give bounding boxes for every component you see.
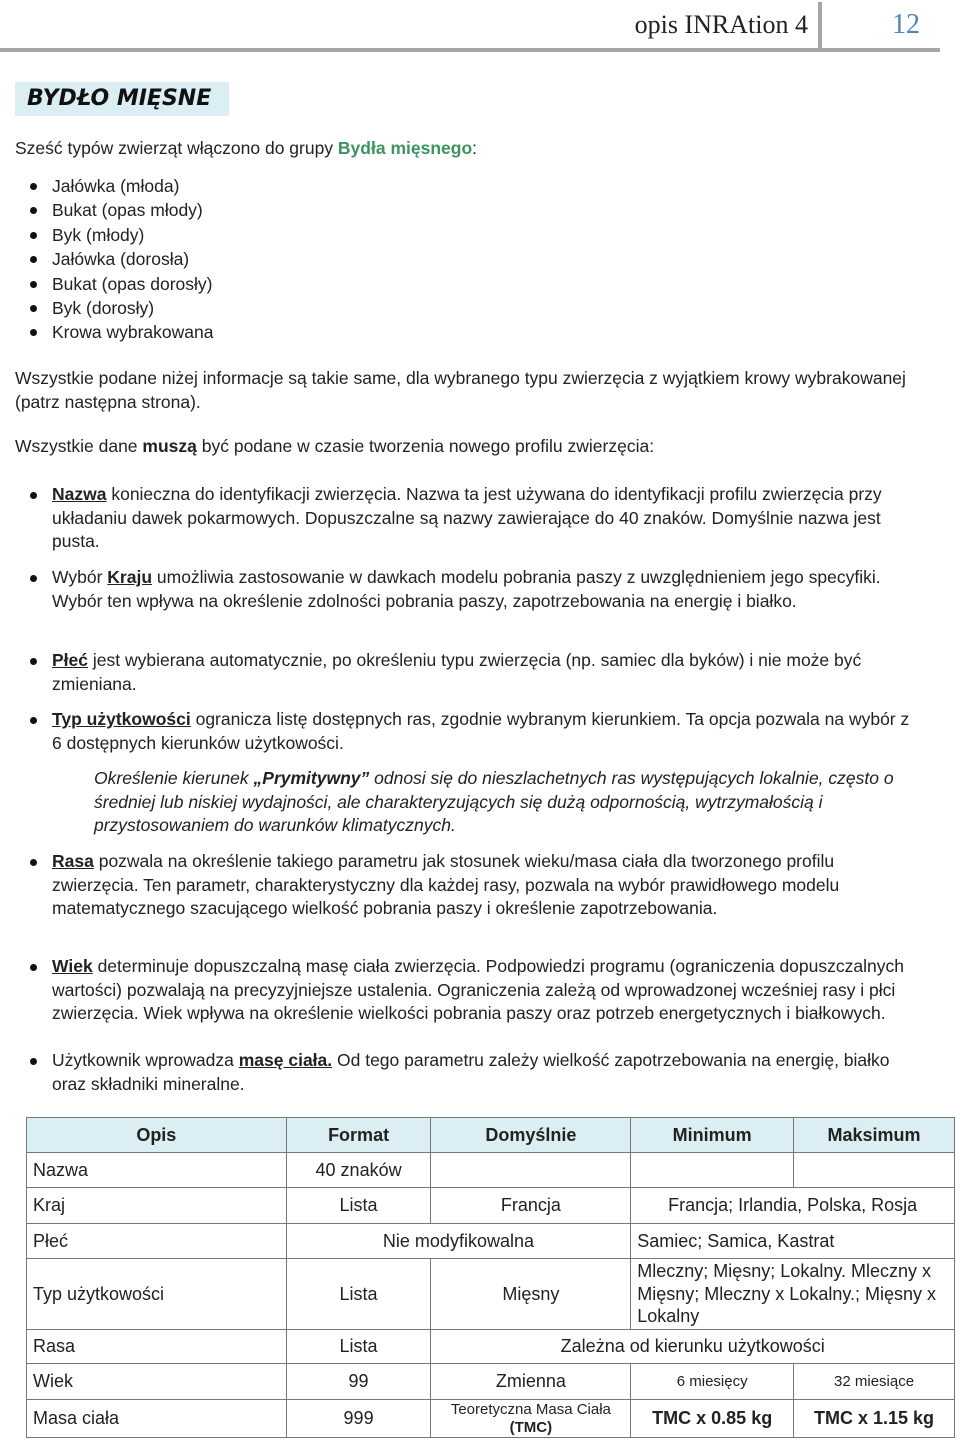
cell: 32 miesiące <box>794 1364 955 1400</box>
cell: Rasa <box>27 1330 287 1364</box>
document-title: opis INRAtion 4 <box>634 10 808 39</box>
cell: Mięsny <box>431 1259 631 1330</box>
term: Wiek <box>52 956 93 976</box>
intro-paragraph <box>15 137 945 161</box>
text: Określenie kierunek <box>94 768 254 788</box>
intro-highlight: Bydła mięsnego <box>337 138 473 158</box>
cell <box>431 1400 631 1438</box>
cell: 6 miesięcy <box>631 1364 794 1400</box>
cell: Mleczny; Mięsny; Lokalny. Mleczny x Mięsny; Mleczny x Lokalny.; Mięsny x Lokalny <box>631 1259 955 1330</box>
table-row <box>27 1224 955 1259</box>
paragraph-same-info: Wszystkie podane niżej informacje są takie same, dla wybranego typu zwierzęcia z wyjątkiem krowy wybrakowanej (patrz następna strona). <box>15 368 906 412</box>
table-row <box>27 1259 955 1330</box>
list-item: Jałówka (młoda) <box>30 174 213 198</box>
cell: Samiec; Samica, Kastrat <box>631 1224 955 1259</box>
cell: Nazwa <box>27 1153 287 1188</box>
bullet-wiek <box>30 955 920 1026</box>
term: Płeć <box>52 650 88 670</box>
bullet-kraj <box>30 566 920 613</box>
text: pozwala na określenie takiego parametru jak stosunek wieku/masa ciała dla tworzonego profilu zwierzęcia. Ten parametr, charakterystyczny dla każdej rasy, pozwala na wybór prawidłowego modelu matematycznego szacującego wielkość pobrania paszy i określenie zapotrzebowania. <box>52 851 840 918</box>
cell: Masa ciała <box>27 1400 287 1438</box>
header-cell: Format <box>286 1118 431 1153</box>
cell: Francja; Irlandia, Polska, Rosja <box>631 1188 955 1224</box>
cell: 999 <box>286 1400 431 1438</box>
text: Wszystkie dane <box>15 436 143 456</box>
table-row <box>27 1188 955 1224</box>
animal-types-list <box>30 174 213 345</box>
text-bold: „Prymitywny” <box>253 768 370 788</box>
text-bold: muszą <box>142 436 197 456</box>
note-prymitywny <box>94 767 894 838</box>
cell: Nie modyfikowalna <box>286 1224 631 1259</box>
list-item: Krowa wybrakowana <box>30 320 213 344</box>
header-cell: Domyślnie <box>431 1118 631 1153</box>
text: jest wybierana automatycznie, po określeniu typu zwierzęcia (np. samiec dla byków) i nie może być zmieniana. <box>52 650 862 694</box>
term: Rasa <box>52 851 94 871</box>
table-header-row <box>27 1118 955 1153</box>
header-rule <box>0 48 940 52</box>
term: Nazwa <box>52 484 107 504</box>
text: Użytkownik wprowadza <box>52 1050 239 1070</box>
text: (TMC) <box>509 1418 553 1436</box>
header-cell: Maksimum <box>794 1118 955 1153</box>
text: umożliwia zastosowanie w dawkach modelu pobrania paszy z uwzględnieniem jego specyfiki. Wybór ten wpływa na określenie zdolności pobrania paszy, zapotrzebowania na energię i białko. <box>52 567 881 611</box>
text: Od tego parametru zależy wielkość zapotrzebowania na energię, białko oraz składniki mineralne. <box>52 1050 890 1094</box>
bullet-plec <box>30 649 920 696</box>
paragraph-required <box>15 435 945 459</box>
table-row <box>27 1330 955 1364</box>
cell: Lista <box>286 1188 431 1224</box>
table-row <box>27 1153 955 1188</box>
table-row <box>27 1400 955 1438</box>
cell: Lista <box>286 1330 431 1364</box>
list-item: Bukat (opas młody) <box>30 198 213 222</box>
page-header <box>0 0 960 55</box>
intro-colon: : <box>472 138 478 158</box>
cell: 40 znaków <box>286 1153 431 1188</box>
intro-text: Sześć typów zwierząt włączono do grupy <box>15 138 338 158</box>
header-cell: Opis <box>27 1118 287 1153</box>
parameters-table <box>26 1117 955 1438</box>
cell <box>431 1153 631 1188</box>
list-item: Byk (dorosły) <box>30 296 213 320</box>
cell: Zależna od kierunku użytkowości <box>431 1330 955 1364</box>
text: ogranicza listę dostępnych ras, zgodnie wybranym kierunkiem. Ta opcja pozwala na wybór z 6 dostępnych kierunków użytkowości. <box>52 709 910 753</box>
list-item: Bukat (opas dorosły) <box>30 272 213 296</box>
cell: TMC x 1.15 kg <box>794 1400 955 1438</box>
bullet-rasa <box>30 850 920 921</box>
cell <box>631 1153 794 1188</box>
cell: 99 <box>286 1364 431 1400</box>
text: Wybór <box>52 567 108 587</box>
bullet-masa <box>30 1049 920 1096</box>
section-title: BYDŁO MIĘSNE <box>15 82 229 116</box>
cell: Lista <box>286 1259 431 1330</box>
cell: Płeć <box>27 1224 287 1259</box>
cell: Typ użytkowości <box>27 1259 287 1330</box>
cell: Zmienna <box>431 1364 631 1400</box>
header-cell: Minimum <box>631 1118 794 1153</box>
text: Teoretyczna Masa Ciała <box>450 1400 611 1418</box>
header-separator <box>818 2 822 50</box>
term: Kraju <box>107 567 153 587</box>
text: być podane w czasie tworzenia nowego profilu zwierzęcia: <box>196 436 655 456</box>
list-item: Jałówka (dorosła) <box>30 247 213 271</box>
list-item: Byk (młody) <box>30 223 213 247</box>
term: Typ użytkowości <box>52 709 191 729</box>
text: determinuje dopuszczalną masę ciała zwierzęcia. Podpowiedzi programu (ograniczenia dopuszczalnych wartości) pozwalają na precyzyjniejsze ustalenia. Ograniczenia zależą od wprowadzonej wcześniej rasy i płci zwierzęcia. Wiek wpływa na określenie wielkości pobrania paszy oraz potrzeb energetycznych i białkowych. <box>52 956 904 1023</box>
text: konieczna do identyfikacji zwierzęcia. Nazwa ta jest używana do identyfikacji profilu zwierzęcia przy układaniu dawek pokarmowych. Dopuszczalne są nazwy zawierające do 40 znaków. Domyślnie nazwa jest pusta. <box>52 484 882 551</box>
bullet-nazwa <box>30 483 920 554</box>
term: masę ciała. <box>238 1050 333 1070</box>
cell: TMC x 0.85 kg <box>631 1400 794 1438</box>
table-row <box>27 1364 955 1400</box>
cell <box>794 1153 955 1188</box>
text: odnosi się do nieszlachetnych ras występujących lokalnie, często o średniej lub niskiej wydajności, ale charakteryzujących się dużą odpornością, wytrzymałością i przystosowaniem do warunków klimatycznych. <box>94 768 894 835</box>
cell: Wiek <box>27 1364 287 1400</box>
cell: Francja <box>431 1188 631 1224</box>
cell: Kraj <box>27 1188 287 1224</box>
page-number: 12 <box>892 9 920 40</box>
bullet-typ <box>30 708 920 755</box>
